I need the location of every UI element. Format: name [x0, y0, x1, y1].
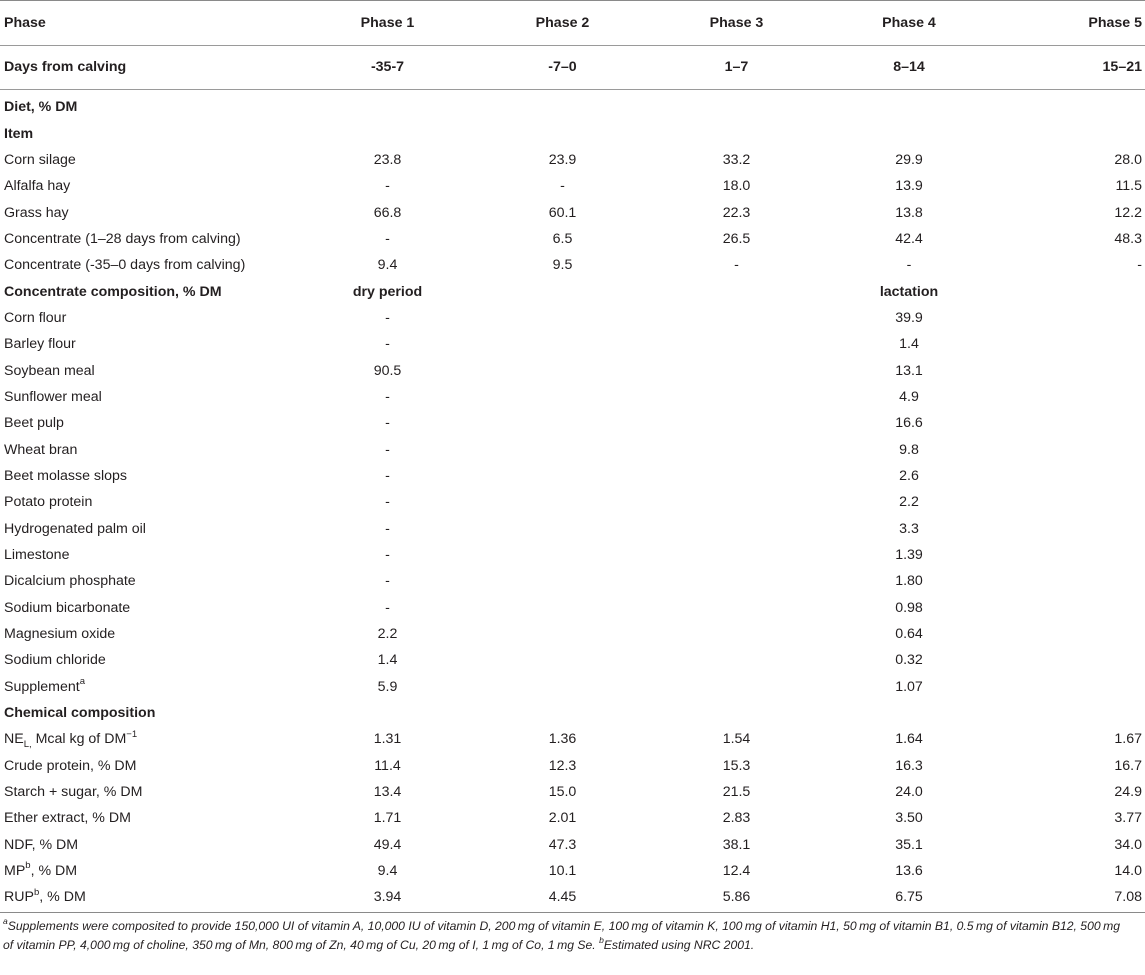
days-label: Days from calving: [4, 59, 127, 75]
table-row: [0, 832, 1145, 858]
row-label-hydrogenated-palm-oil: Hydrogenated palm oil: [4, 520, 146, 537]
row-value: -: [906, 257, 912, 274]
spacer-cell: [995, 436, 1145, 462]
spacer-cell: [475, 357, 650, 383]
table-row: [0, 357, 1145, 383]
table-row: [0, 568, 1145, 594]
row-value: 1.67: [1114, 731, 1142, 748]
spacer-cell: [475, 568, 650, 594]
table-row: [0, 674, 1145, 700]
row-value: 1.54: [722, 731, 751, 748]
lactation-value: 1.4: [899, 336, 919, 353]
spacer-cell: [475, 647, 650, 673]
days-phase-5: 15–21: [1102, 59, 1142, 75]
table-row: [0, 463, 1145, 489]
spacer-cell: [995, 647, 1145, 673]
row-value: 13.4: [373, 784, 402, 801]
row-value: 13.6: [895, 863, 923, 880]
nel-unit: Mcal kg of DM: [31, 731, 127, 748]
row-value: 26.5: [722, 230, 751, 247]
spacer-cell: [650, 410, 823, 436]
dry-period-value: -: [385, 388, 390, 405]
table-row: [0, 805, 1145, 831]
row-value: 16.7: [1114, 757, 1142, 774]
row-label-beet-molasse-slops: Beet molasse slops: [4, 467, 128, 484]
spacer-cell: [650, 331, 823, 357]
footnote-a-marker: a: [3, 916, 8, 927]
row-value: 12.2: [1114, 204, 1142, 221]
phase-3-header: Phase 3: [709, 15, 764, 31]
row-label-magnesium-oxide: Magnesium oxide: [4, 626, 116, 643]
row-label-sodium-chloride: Sodium chloride: [4, 652, 106, 669]
spacer-cell: [995, 489, 1145, 515]
spacer-cell: [650, 436, 823, 462]
row-value: 49.4: [373, 836, 402, 853]
row-value: 9.4: [377, 257, 398, 274]
spacer-cell: [475, 463, 650, 489]
row-value: -: [385, 178, 390, 195]
spacer-cell: [650, 542, 823, 568]
phase-2-header: Phase 2: [535, 15, 590, 31]
dry-period-value: 90.5: [373, 362, 402, 379]
lactation-value: 1.80: [895, 573, 923, 590]
spacer-cell: [995, 305, 1145, 331]
dry-period-value: 1.4: [377, 652, 398, 669]
dry-period-value: -: [385, 494, 390, 511]
table-row: [0, 436, 1145, 462]
row-label-limestone: Limestone: [4, 547, 70, 564]
spacer-cell: [650, 305, 823, 331]
phase-5-header: Phase 5: [1088, 15, 1142, 31]
mp-prefix: MP: [4, 863, 26, 880]
row-value: 23.8: [373, 151, 402, 168]
row-value: 47.3: [548, 836, 577, 853]
row-value: 18.0: [722, 178, 751, 195]
table-row: [0, 516, 1145, 542]
row-value: 3.77: [1114, 810, 1142, 827]
lactation-label: lactation: [879, 283, 939, 300]
spacer-cell: [995, 595, 1145, 621]
table-row: [0, 753, 1145, 779]
row-label-wheat-bran: Wheat bran: [4, 441, 78, 458]
spacer-cell: [995, 357, 1145, 383]
header-row: [0, 1, 1145, 46]
row-value: 15.0: [548, 784, 577, 801]
table-row: [0, 410, 1145, 436]
phase-1-header: Phase 1: [360, 15, 415, 31]
row-label-sunflower-meal: Sunflower meal: [4, 388, 102, 405]
spacer-cell: [995, 278, 1145, 304]
row-value: 2.01: [548, 810, 577, 827]
spacer-cell: [995, 410, 1145, 436]
item-section-row: [0, 120, 1145, 146]
phase-4-header: Phase 4: [882, 15, 936, 31]
row-label-beet-pulp: Beet pulp: [4, 415, 64, 432]
spacer-cell: [650, 384, 823, 410]
row-value: 24.9: [1114, 784, 1142, 801]
lactation-value: 16.6: [895, 415, 923, 432]
row-label-ether-extract-dm: Ether extract, % DM: [4, 810, 131, 827]
spacer-cell: [995, 384, 1145, 410]
spacer-cell: [650, 516, 823, 542]
lactation-value: 39.9: [895, 309, 923, 326]
lactation-value: 0.64: [895, 626, 923, 643]
row-label-grass-hay: Grass hay: [4, 204, 69, 221]
table-row: [0, 858, 1145, 884]
lactation-value: 13.1: [895, 362, 923, 379]
table-row: [0, 726, 1145, 752]
spacer-cell: [650, 568, 823, 594]
chemical-section-row: [0, 700, 1145, 726]
dry-period-value: -: [385, 599, 390, 616]
row-value: 15.3: [722, 757, 751, 774]
spacer-cell: [650, 647, 823, 673]
footnote-b-ref: b: [33, 886, 40, 898]
mp-suffix: , % DM: [30, 863, 78, 880]
row-value: 11.4: [374, 757, 401, 774]
spacer-cell: [995, 516, 1145, 542]
dry-period-value: -: [385, 547, 390, 564]
row-value: 10.1: [548, 863, 577, 880]
row-value: 4.45: [548, 889, 577, 906]
spacer-cell: [995, 331, 1145, 357]
spacer-cell: [650, 357, 823, 383]
row-value: 1.71: [373, 810, 402, 827]
dry-period-value: -: [385, 441, 390, 458]
spacer-cell: [475, 410, 650, 436]
lactation-value: 2.6: [899, 467, 919, 484]
dry-period-value: -: [385, 467, 390, 484]
row-value: 24.0: [895, 784, 923, 801]
spacer-cell: [650, 278, 823, 304]
footnote-a-text: Supplements were composited to provide 150,000 UI of vitamin A, 10,000 IU of vitamin D, 200 mg of vitamin E, 100 mg of vitamin K, 100 mg of vitamin H1, 50 mg of vitamin B1, 0.5 mg of vitamin B12, 500 mg of vitamin PP, 4,000 mg of choline, 350 mg of Mn, 800 mg of Zn, 40 mg of Cu, 20 mg of I, 1 mg of Co, 1 mg Se.: [3, 919, 1121, 953]
days-row: [0, 46, 1145, 90]
days-phase-1: -35-7: [370, 59, 405, 75]
row-value: 1.36: [548, 731, 577, 748]
concentrate-section-title: Concentrate composition, % DM: [4, 283, 222, 300]
row-label-potato-protein: Potato protein: [4, 494, 93, 511]
row-label-soybean-meal: Soybean meal: [4, 362, 95, 379]
row-label-barley-flour: Barley flour: [4, 336, 76, 353]
table-row: [0, 595, 1145, 621]
dry-period-value: -: [385, 336, 390, 353]
row-label-sodium-bicarbonate: Sodium bicarbonate: [4, 599, 131, 616]
spacer-cell: [995, 542, 1145, 568]
row-value: 66.8: [373, 204, 402, 221]
table-row: [0, 384, 1145, 410]
dry-period-value: -: [385, 520, 390, 537]
row-label-rup: [0, 884, 300, 913]
spacer-cell: [650, 621, 823, 647]
row-value: 1.31: [373, 731, 402, 748]
row-value: 22.3: [722, 204, 751, 221]
lactation-value: 1.39: [895, 547, 923, 564]
row-label-crude-protein-dm: Crude protein, % DM: [4, 757, 137, 774]
spacer-cell: [650, 489, 823, 515]
row-value: 23.9: [548, 151, 577, 168]
spacer-cell: [995, 621, 1145, 647]
row-value: -: [560, 178, 565, 195]
rup-suffix: , % DM: [39, 889, 86, 906]
table-row: [0, 621, 1145, 647]
chemical-section-title: Chemical composition: [4, 705, 156, 722]
row-value: 38.1: [722, 836, 751, 853]
table-row: [0, 147, 1145, 173]
spacer-cell: [475, 595, 650, 621]
row-label-nel: [0, 726, 300, 752]
row-value: 3.94: [373, 889, 402, 906]
lactation-value: 9.8: [899, 441, 919, 458]
row-label-concentrate-1-28-days-from-calving: Concentrate (1–28 days from calving): [4, 230, 241, 247]
days-phase-2: -7–0: [548, 59, 577, 75]
rup-prefix: RUP: [4, 889, 34, 906]
spacer-cell: [475, 436, 650, 462]
spacer-cell: [995, 674, 1145, 700]
table-row: [0, 226, 1145, 252]
lactation-value: 1.07: [895, 678, 923, 695]
row-value: -: [734, 257, 739, 274]
row-value: 2.83: [722, 810, 751, 827]
row-value: -: [1137, 257, 1142, 274]
row-label-dicalcium-phosphate: Dicalcium phosphate: [4, 573, 136, 590]
lactation-value: 0.32: [895, 652, 923, 669]
table-row: [0, 489, 1145, 515]
row-value: 6.75: [895, 889, 923, 906]
days-phase-3: 1–7: [724, 59, 749, 75]
row-value: 9.5: [552, 257, 573, 274]
concentrate-section-row: [0, 278, 1145, 304]
spacer-cell: [475, 305, 650, 331]
dry-period-label: dry period: [352, 283, 423, 300]
row-value: 29.9: [895, 151, 923, 168]
dry-period-value: -: [385, 309, 390, 326]
item-section-title: Item: [4, 125, 34, 142]
row-value: 7.08: [1114, 889, 1142, 906]
row-value: 28.0: [1114, 151, 1142, 168]
row-value: 14.0: [1114, 863, 1142, 880]
nel-superscript: −1: [126, 728, 138, 740]
spacer-cell: [475, 384, 650, 410]
row-value: 12.3: [548, 757, 577, 774]
spacer-cell: [475, 542, 650, 568]
footnote-b-ref: b: [25, 860, 31, 872]
phase-header: Phase: [4, 15, 46, 31]
spacer-cell: [995, 463, 1145, 489]
spacer-cell: [475, 331, 650, 357]
spacer-cell: [650, 674, 823, 700]
nel-subscript: L,: [23, 739, 32, 751]
dry-period-value: 5.9: [377, 678, 398, 695]
table-row: [0, 252, 1145, 278]
spacer-cell: [475, 516, 650, 542]
table-footnotes: [3, 917, 1128, 955]
row-value: 1.64: [895, 731, 923, 748]
row-value: 13.8: [895, 204, 923, 221]
row-label-starch-sugar-dm: Starch + sugar, % DM: [4, 784, 143, 801]
dry-period-value: 2.2: [377, 626, 398, 643]
spacer-cell: [650, 595, 823, 621]
row-value: 9.4: [377, 863, 398, 880]
lactation-value: 0.98: [895, 599, 923, 616]
lactation-value: 4.9: [899, 388, 919, 405]
row-label-alfalfa-hay: Alfalfa hay: [4, 178, 71, 195]
table-row: [0, 884, 1145, 913]
spacer-cell: [650, 463, 823, 489]
footnote-b-marker: b: [599, 935, 604, 946]
nel-prefix: NE: [4, 731, 24, 748]
row-label-ndf-dm: NDF, % DM: [4, 836, 79, 853]
row-value: 3.50: [895, 810, 923, 827]
spacer-cell: [475, 489, 650, 515]
row-value: 33.2: [722, 151, 751, 168]
spacer-cell: [995, 568, 1145, 594]
row-value: 11.5: [1115, 178, 1142, 195]
row-value: -: [385, 230, 390, 247]
row-label-concentrate-35-0-days-from-calving: Concentrate (-35–0 days from calving): [4, 257, 246, 274]
diet-section-row: [0, 90, 1145, 121]
row-value: 34.0: [1114, 836, 1142, 853]
row-value: 60.1: [548, 204, 577, 221]
table-row: [0, 647, 1145, 673]
table-row: [0, 331, 1145, 357]
row-value: 42.4: [895, 230, 923, 247]
footnote-b-text: Estimated using NRC 2001.: [603, 938, 755, 953]
spacer-cell: [475, 278, 650, 304]
table-row: [0, 305, 1145, 331]
footnote-a-ref: a: [79, 676, 86, 687]
table-row: [0, 779, 1145, 805]
spacer-cell: [475, 674, 650, 700]
row-value: 48.3: [1114, 230, 1142, 247]
table-row: [0, 173, 1145, 199]
row-value: 16.3: [895, 757, 923, 774]
row-label-mp: [0, 858, 300, 884]
lactation-value: 2.2: [899, 494, 919, 511]
row-value: 13.9: [895, 178, 923, 195]
table-row: [0, 199, 1145, 225]
row-label-corn-flour: Corn flour: [4, 309, 67, 326]
dry-period-value: -: [385, 415, 390, 432]
row-value: 35.1: [895, 836, 923, 853]
row-value: 12.4: [722, 863, 751, 880]
lactation-value: 3.3: [899, 520, 919, 537]
row-label-supplement: [0, 674, 300, 700]
diet-section-title: Diet, % DM: [4, 99, 78, 116]
spacer-cell: [475, 621, 650, 647]
dry-period-value: -: [385, 573, 390, 590]
row-value: 21.5: [722, 784, 751, 801]
table-row: [0, 542, 1145, 568]
row-value: 5.86: [722, 889, 751, 906]
supplement-label: Supplement: [4, 678, 80, 695]
row-label-corn-silage: Corn silage: [4, 151, 76, 168]
days-phase-4: 8–14: [893, 59, 925, 75]
row-value: 6.5: [552, 230, 573, 247]
